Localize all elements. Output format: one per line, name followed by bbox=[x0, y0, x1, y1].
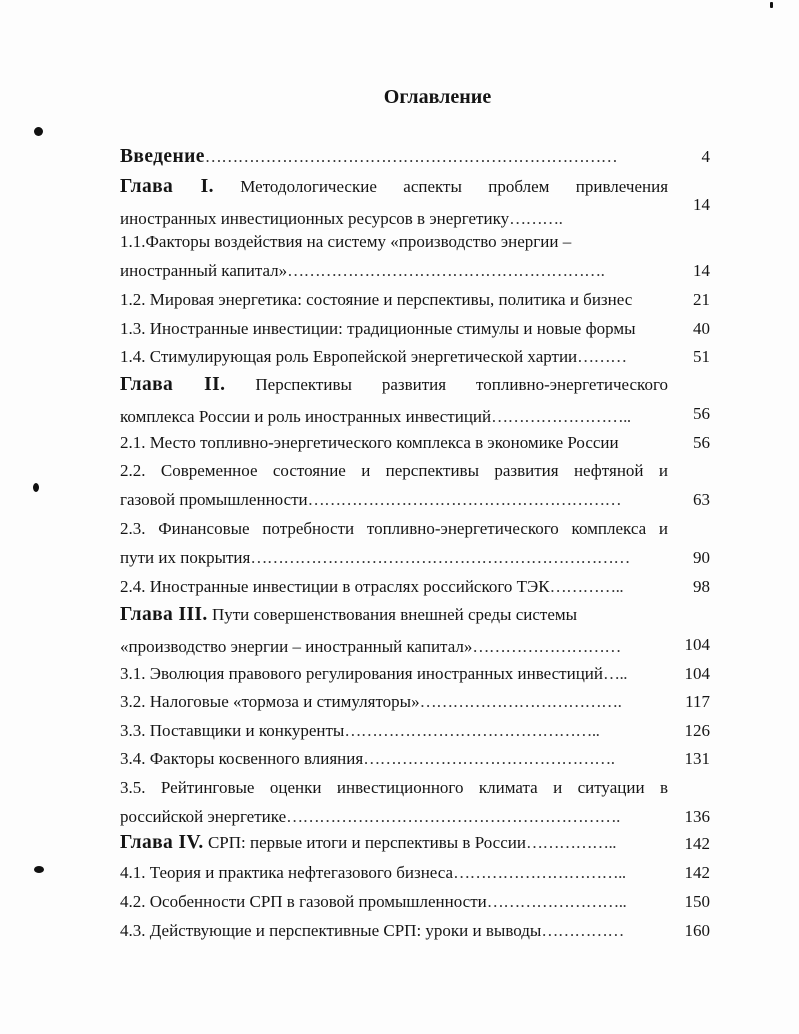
toc-entry-chapter-4 bbox=[120, 826, 668, 860]
page-number: 63 bbox=[693, 490, 710, 509]
entry-text: 2.4. Иностранные инвестиции в отраслях российского ТЭК bbox=[120, 577, 550, 596]
leader-dots: ……………………………………………………. bbox=[286, 807, 620, 826]
entry-text: СРП: первые итоги и перспективы в России bbox=[207, 833, 526, 852]
leader-dots: ……… bbox=[577, 347, 627, 366]
page-number: 90 bbox=[693, 548, 710, 567]
toc-entry-chapter-3 bbox=[120, 598, 668, 661]
entry-text: Перспективы развития топливно-энергетического bbox=[255, 375, 668, 394]
leader-dots: ………………………………. bbox=[419, 692, 622, 711]
page-number: 21 bbox=[693, 290, 710, 309]
entry-heading: Глава I. bbox=[120, 176, 214, 197]
page-number: 150 bbox=[684, 892, 710, 911]
page-number: 14 bbox=[693, 195, 710, 214]
leader-dots: …………………………………………………. bbox=[287, 261, 605, 280]
toc-entry-2-1 bbox=[120, 428, 668, 457]
entry-text: Пути совершенствования внешней среды системы bbox=[211, 605, 578, 624]
toc-entry-4-2 bbox=[120, 887, 668, 916]
entry-text: 4.2. Особенности СРП в газовой промышленности bbox=[120, 892, 487, 911]
entry-text: 3.4. Факторы косвенного влияния bbox=[120, 749, 364, 768]
toc-entry-2-2 bbox=[120, 456, 668, 514]
toc-entry-3-4 bbox=[120, 744, 668, 773]
toc-entry-3-3 bbox=[120, 716, 668, 745]
page-number: 14 bbox=[693, 261, 710, 280]
leader-dots: …………………………………………………………… bbox=[250, 548, 630, 567]
toc-entry-introduction bbox=[120, 140, 668, 174]
page-number: 104 bbox=[684, 664, 710, 683]
entry-text-continued: пути их покрытия bbox=[120, 548, 251, 567]
punch-hole-mark bbox=[34, 866, 44, 873]
entry-heading: Глава III. bbox=[120, 604, 208, 625]
entry-text: Методологические аспекты проблем привлечения bbox=[240, 177, 668, 196]
leader-dots: ………. bbox=[509, 209, 563, 228]
page-number: 104 bbox=[684, 635, 710, 654]
toc-entry-chapter-1 bbox=[120, 170, 668, 233]
entry-text: 3.5. Рейтинговые оценки инвестиционного климата и ситуации в bbox=[120, 778, 668, 797]
entry-text: 3.2. Налоговые «тормоза и стимуляторы» bbox=[120, 692, 420, 711]
toc-entry-1-3 bbox=[120, 314, 668, 343]
entry-text: 1.3. Иностранные инвестиции: традиционные стимулы и новые формы bbox=[120, 319, 636, 338]
entry-text: 2.1. Место топливно-энергетического комплекса в экономике России bbox=[120, 433, 619, 452]
leader-dots: ………….. bbox=[549, 577, 624, 596]
leader-dots: ……………………… bbox=[472, 637, 621, 656]
entry-text: 2.3. Финансовые потребности топливно-энергетического комплекса и bbox=[120, 519, 668, 538]
page-number: 51 bbox=[693, 347, 710, 366]
entry-text-continued: комплекса России и роль иностранных инвестиций bbox=[120, 407, 492, 426]
page-number: 131 bbox=[684, 749, 710, 768]
toc-entry-2-3 bbox=[120, 514, 668, 572]
toc-entry-3-5 bbox=[120, 773, 668, 831]
entry-text: 1.1.Факторы воздействия на систему «производство энергии – bbox=[120, 232, 572, 251]
toc-entry-1-4 bbox=[120, 342, 668, 371]
entry-text-continued: иностранных инвестиционных ресурсов в энергетику bbox=[120, 209, 510, 228]
entry-text: 4.1. Теория и практика нефтегазового бизнеса bbox=[120, 863, 454, 882]
toc-title: Оглавление bbox=[383, 86, 492, 108]
entry-heading: Глава IV. bbox=[120, 832, 204, 853]
punch-hole-mark bbox=[33, 483, 39, 492]
entry-text-continued: иностранный капитал» bbox=[120, 261, 288, 280]
toc-entry-3-2 bbox=[120, 687, 668, 716]
page-number: 56 bbox=[693, 404, 710, 423]
page-number: 136 bbox=[684, 807, 710, 826]
entry-heading: Глава II. bbox=[120, 374, 226, 395]
leader-dots: ………………………………………………… bbox=[307, 490, 622, 509]
toc-entry-1-2 bbox=[120, 285, 668, 314]
page-number: 142 bbox=[684, 863, 710, 882]
entry-text: 1.4. Стимулирующая роль Европейской энергетической хартии bbox=[120, 347, 578, 366]
leader-dots: ….. bbox=[603, 664, 628, 683]
page-number: 160 bbox=[684, 921, 710, 940]
entry-text: 2.2. Современное состояние и перспективы развития нефтяной и bbox=[120, 461, 668, 480]
entry-heading: Введение bbox=[120, 146, 205, 167]
leader-dots: …………………….. bbox=[491, 407, 631, 426]
entry-text-continued: «производство энергии – иностранный капитал» bbox=[120, 637, 473, 656]
entry-text: 4.3. Действующие и перспективные СРП: уроки и выводы bbox=[120, 921, 542, 940]
entry-text: 3.1. Эволюция правового регулирования иностранных инвестиций bbox=[120, 664, 604, 683]
scan-artifact-mark bbox=[770, 2, 773, 8]
page-number: 117 bbox=[685, 692, 710, 711]
toc-entry-4-1 bbox=[120, 858, 668, 887]
leader-dots: ………………………….. bbox=[453, 863, 626, 882]
toc-entry-chapter-2 bbox=[120, 368, 668, 431]
leader-dots: …………….. bbox=[525, 833, 616, 852]
leader-dots: …………… bbox=[541, 921, 624, 940]
page-number: 98 bbox=[693, 577, 710, 596]
leader-dots: ………………………………………. bbox=[363, 749, 615, 768]
toc-entry-3-1 bbox=[120, 659, 668, 688]
entry-text-continued: газовой промышленности bbox=[120, 490, 308, 509]
entry-text: 1.2. Мировая энергетика: состояние и перспективы, политика и бизнес bbox=[120, 290, 633, 309]
leader-dots: …………………….. bbox=[486, 892, 627, 911]
toc-entry-4-3 bbox=[120, 916, 668, 945]
entry-text-continued: российской энергетике bbox=[120, 807, 287, 826]
page-number: 40 bbox=[693, 319, 710, 338]
entry-text: 3.3. Поставщики и конкуренты bbox=[120, 721, 345, 740]
page-number: 56 bbox=[693, 433, 710, 452]
punch-hole-mark bbox=[34, 127, 43, 136]
toc-entry-1-1 bbox=[120, 227, 668, 285]
page-number: 4 bbox=[701, 147, 710, 166]
leader-dots: ………………………………………………………………… bbox=[204, 147, 618, 166]
page-number: 126 bbox=[684, 721, 710, 740]
toc-entry-2-4 bbox=[120, 572, 668, 601]
page-number: 142 bbox=[684, 834, 710, 853]
leader-dots: ……………………………………….. bbox=[344, 721, 600, 740]
